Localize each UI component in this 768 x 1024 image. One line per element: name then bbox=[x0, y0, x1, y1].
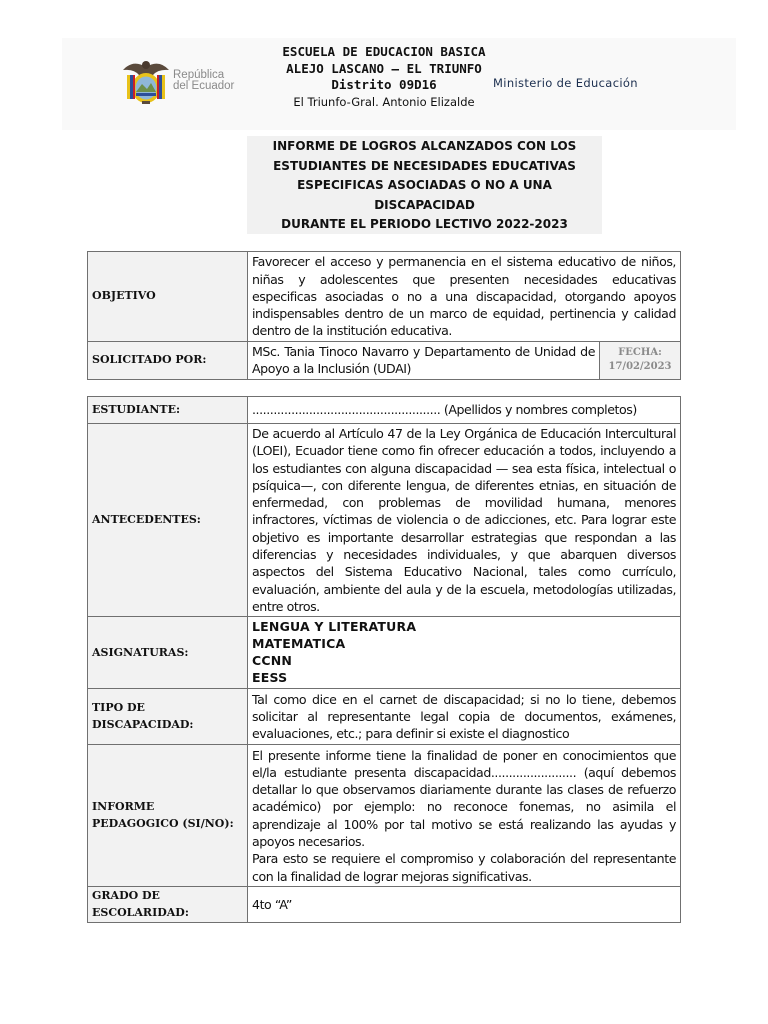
title-line: ESTUDIANTES DE NECESIDADES EDUCATIVAS bbox=[273, 158, 576, 173]
subject-item: LENGUA Y LITERATURA bbox=[252, 619, 417, 635]
label-line: PEDAGOGICO (SI/NO): bbox=[92, 816, 234, 830]
estudiante-label: ESTUDIANTE: bbox=[88, 397, 248, 424]
antecedentes-text: De acuerdo al Artículo 47 de la Ley Orgánica de Educación Intercultural (LOEI), Ecuador tiene como fin ofrecer educación a todos, incluyendo a los estudiantes con alguna discapacidad — sea esta física, intelectual o psíquica—, con diferente lengua, de diferentes etnias, en situación de enfermedad, con problemas de movilidad humana, menores infractores, víctimas de violencia o de adicciones, etc. Para lograr este objetivo es importante desarrollar estrategias que respondan a las diferencias y necesidades individuales, y que abarquen diversos aspectos del Sistema Educativo Nacional, tales como currículo, evaluación, ambiente del aula y de la escuela, metodologías utilizadas, entre otros. bbox=[248, 424, 681, 617]
fecha-value: 17/02/2023 bbox=[608, 361, 672, 373]
informe-pedagogico-text bbox=[248, 745, 681, 887]
estudiante-text: ..................................................... (Apellidos y nombres completos) bbox=[248, 397, 681, 424]
fecha-cell bbox=[600, 342, 681, 380]
informe-pedagogico-label bbox=[88, 745, 248, 887]
fecha-label: FECHA: bbox=[618, 347, 662, 359]
label-line: ESCOLARIDAD: bbox=[92, 905, 189, 919]
school-address: El Triunfo-Gral. Antonio Elizalde bbox=[293, 94, 475, 109]
grado-escolaridad-text: 4to “A” bbox=[248, 887, 681, 923]
school-header bbox=[268, 44, 500, 110]
label-line: TIPO DE bbox=[92, 701, 145, 715]
paragraph: Para esto se requiere el compromiso y colaboración del representante con la finalidad de lograr mejoras significativas. bbox=[252, 851, 676, 884]
student-table bbox=[87, 396, 681, 923]
tipo-discapacidad-text: Tal como dice en el carnet de discapacidad; si no lo tiene, debemos solicitar al representante legal copia de documentos, exámenes, evaluaciones, etc.; para definir si existe el diagnostico bbox=[248, 689, 681, 745]
ministry-logo-text: Ministerio de Educación bbox=[493, 76, 638, 90]
coat-of-arms-icon bbox=[120, 54, 172, 106]
subject-item: CCNN bbox=[252, 652, 293, 668]
objective-table bbox=[87, 251, 681, 380]
table-row bbox=[88, 689, 681, 745]
title-line: INFORME DE LOGROS ALCANZADOS CON LOS bbox=[272, 139, 577, 153]
school-location: ALEJO LASCANO – EL TRIUNFO bbox=[286, 60, 482, 76]
label-line: GRADO DE bbox=[92, 889, 160, 903]
district: Distrito 09D16 bbox=[331, 77, 437, 92]
table-row bbox=[88, 397, 681, 424]
country-line-1: República bbox=[173, 69, 225, 81]
table-row bbox=[88, 252, 681, 342]
solicitado-label: SOLICITADO POR: bbox=[88, 342, 248, 380]
country-line-2: del Ecuador bbox=[173, 80, 235, 92]
label-line: INFORME bbox=[92, 800, 155, 814]
title-line: ESPECIFICAS ASOCIADAS O NO A UNA DISCAPACIDAD bbox=[297, 178, 552, 212]
country-name bbox=[173, 70, 273, 92]
grado-escolaridad-label bbox=[88, 887, 248, 923]
subject-item: EESS bbox=[252, 669, 288, 685]
table-row bbox=[88, 617, 681, 689]
title-line: DURANTE EL PERIODO LECTIVO 2022-2023 bbox=[281, 217, 568, 232]
label-line: DISCAPACIDAD: bbox=[92, 717, 194, 731]
school-name: ESCUELA DE EDUCACION BASICA bbox=[282, 44, 486, 59]
subject-item: MATEMATICA bbox=[252, 635, 346, 651]
solicitado-text: MSc. Tania Tinoco Navarro y Departamento de Unidad de Apoyo a la Inclusión (UDAI) bbox=[248, 342, 600, 380]
antecedentes-label: ANTECEDENTES: bbox=[88, 424, 248, 617]
asignaturas-label: ASIGNATURAS: bbox=[88, 617, 248, 689]
objetivo-label: OBJETIVO bbox=[88, 252, 248, 342]
tipo-discapacidad-label bbox=[88, 689, 248, 745]
table-row bbox=[88, 424, 681, 617]
table-row bbox=[88, 887, 681, 923]
objetivo-text: Favorecer el acceso y permanencia en el sistema educativo de niños, niñas y adolescentes que presenten necesidades educativas especificas asociadas o no a una discapacidad, otorgando apoyos indispensables dentro de un marco de equidad, pertinencia y calidad dentro de la institución educativa. bbox=[248, 252, 681, 342]
document-title bbox=[247, 137, 602, 235]
asignaturas-list bbox=[248, 617, 681, 689]
table-row bbox=[88, 745, 681, 887]
table-row bbox=[88, 342, 681, 380]
paragraph: El presente informe tiene la finalidad de poner en conocimientos que el/la estudiante presenta discapacidad........................ (aquí debemos detallar lo que observamos diariamente durante las clases de refuerzo académico) por ejemplo: no reconoce fonemas, no asimila el aprendizaje al 100% por tal motivo se está realizando las ayudas y apoyos necesarios. bbox=[252, 747, 676, 850]
